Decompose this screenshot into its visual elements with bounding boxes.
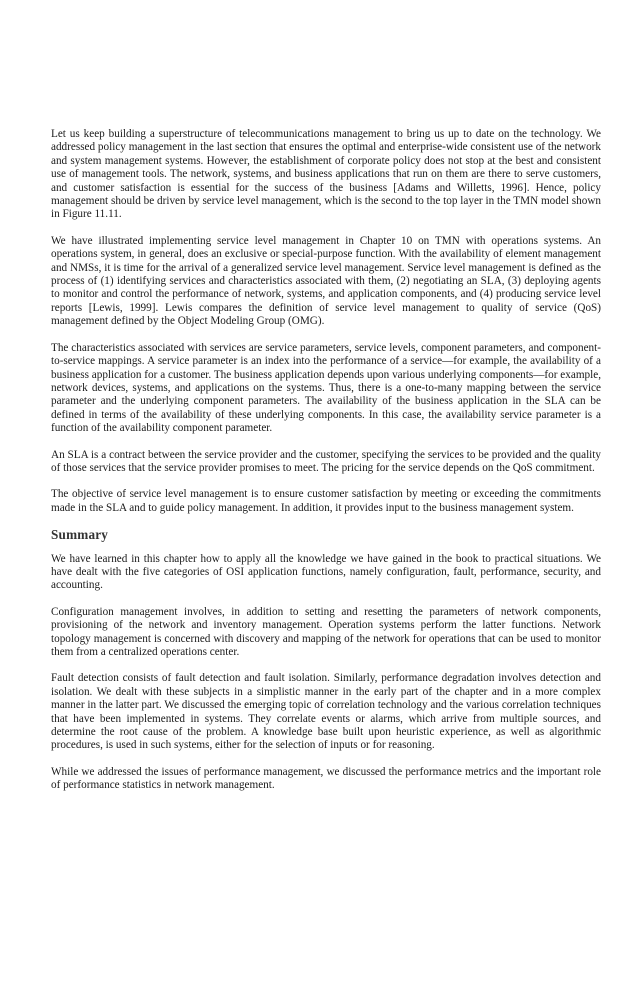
summary-paragraph: Fault detection consists of fault detection and fault isolation. Similarly, performance degradation involves detection and isolation. We dealt with these subjects in a simplistic manner in the early part of the chapter and in a more complex manner in the latter part. We discussed the emerging topic of correlation technology and the various correlation techniques that have been implemented in systems. They correlate events or alarms, which arrive from multiple sources, and determine the root cause of the problem. A knowledge base built upon heuristic experience, as well as algorithmic procedures, is used in such systems, either for the selection of inputs or for reasoning. xyxy=(51,672,601,752)
summary-paragraph: Configuration management involves, in addition to setting and resetting the parameters of network components, provisioning of the network and inventory management. Operation systems perform the latter functions. Network topology management is concerned with discovery and mapping of the network for operations that can be used to monitor them from a centralized operations center. xyxy=(51,605,601,658)
body-paragraph: Let us keep building a superstructure of telecommunications management to bring us up to date on the technology. We addressed policy management in the last section that ensures the optimal and enterprise-wide consistent use of the network and system management systems. However, the establishment of corporate policy does not stop at the best and consistent use of management tools. The network, systems, and business applications that run on them are there to serve customers, and customer satisfaction is essential for the success of the business [Adams and Willetts, 1996]. Hence, policy management should be driven by service level management, which is the second to the top layer in the TMN model shown in Figure 11.11. xyxy=(51,128,601,221)
summary-paragraph: While we addressed the issues of performance management, we discussed the performance metrics and the important role of performance statistics in network management. xyxy=(51,765,601,792)
body-paragraph: The objective of service level management is to ensure customer satisfaction by meeting or exceeding the commitments made in the SLA and to guide policy management. In addition, it provides input to the business management system. xyxy=(51,488,601,514)
summary-paragraph: We have learned in this chapter how to apply all the knowledge we have gained in the book to practical situations. We have dealt with the five categories of OSI application functions, namely configuration, fault, performance, security, and accounting. xyxy=(51,552,601,592)
body-paragraph: The characteristics associated with services are service parameters, service levels, component parameters, and component-to-service mappings. A service parameter is an index into the performance of a service—for example, the availability of a business application for a customer. The business application depends upon various underlying components—for example, network devices, systems, and applications on the systems. Thus, there is a one-to-many mapping between the service parameter and the underlying component parameters. The availability of the business application in the SLA can be defined in terms of the availability of these underlying components. In this case, the availability service parameter is a function of the availability component parameter. xyxy=(51,341,601,435)
document-page xyxy=(51,128,601,806)
section-heading-summary: Summary xyxy=(51,527,109,543)
body-paragraph: We have illustrated implementing service level management in Chapter 10 on TMN with operations systems. An operations system, in general, does an exclusive or special-purpose function. With the availability of element management and NMSs, it is time for the arrival of a generalized service level management. Service level management is defined as the process of (1) identifying services and characteristics associated with them, (2) negotiating an SLA, (3) deploying agents to monitor and control the performance of network, systems, and application components, and (4) producing service level reports [Lewis, 1999]. Lewis compares the definition of service level management to quality of service (QoS) management defined by the Object Modeling Group (OMG). xyxy=(51,234,601,328)
body-paragraph: An SLA is a contract between the service provider and the customer, specifying the services to be provided and the quality of those services that the service provider promises to meet. The pricing for the service depends on the QoS commitment. xyxy=(51,448,601,474)
